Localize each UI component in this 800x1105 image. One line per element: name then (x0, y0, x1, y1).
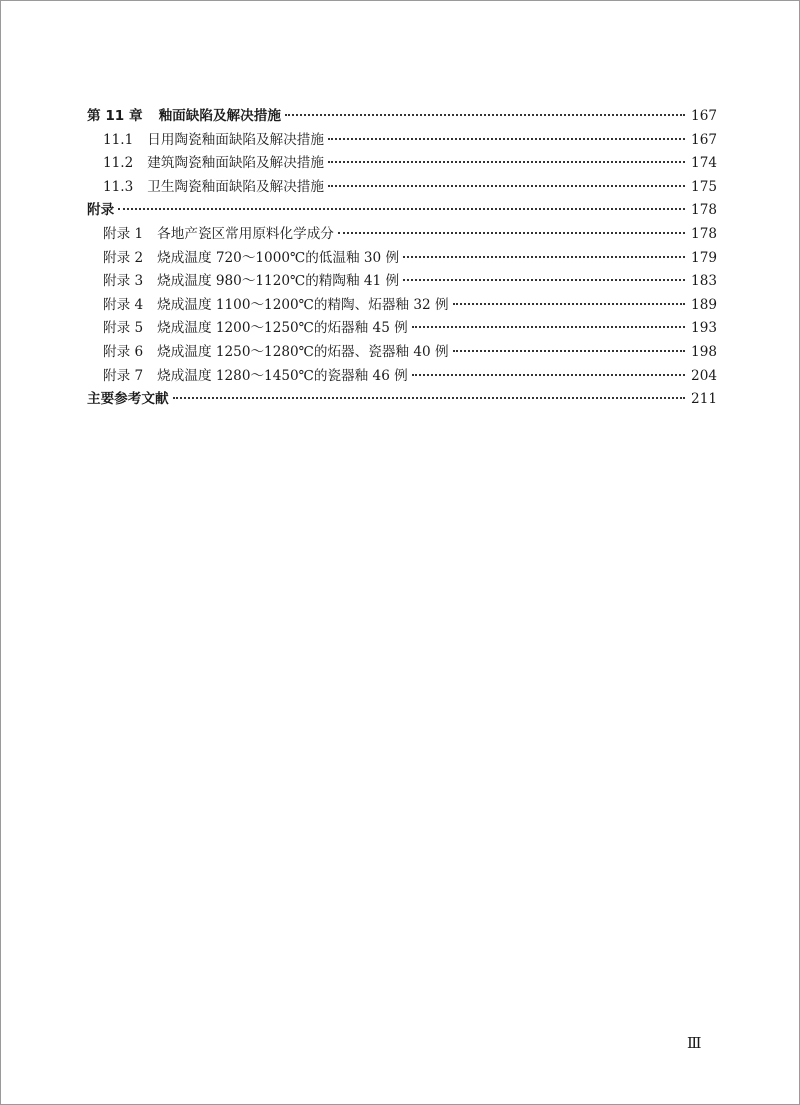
appendix-number: 附录 5 (103, 320, 144, 337)
page-ref: 167 (691, 131, 717, 148)
references-title: 主要参考文献 (87, 391, 169, 408)
section-number: 11.1 (103, 131, 134, 148)
dot-leader (338, 232, 685, 234)
appendix-title: 烧成温度 980～1120℃的精陶釉 41 例 (157, 273, 400, 290)
dot-leader (173, 397, 685, 399)
dot-leader (403, 279, 685, 281)
chapter-title: 釉面缺陷及解决措施 (158, 108, 281, 124)
section-number: 11.2 (103, 155, 134, 172)
page-ref: 211 (691, 391, 717, 408)
appendix-title: 烧成温度 1200～1250℃的炻器釉 45 例 (157, 320, 408, 337)
page-ref: 204 (691, 367, 717, 384)
dot-leader (412, 374, 685, 376)
appendix-title: 烧成温度 1100～1200℃的精陶、炻器釉 32 例 (157, 296, 449, 313)
section-title: 卫生陶瓷釉面缺陷及解决措施 (147, 178, 324, 195)
page-ref: 178 (691, 202, 717, 219)
appendix-number: 附录 6 (103, 343, 144, 360)
appendix-heading-title: 附录 (87, 202, 115, 219)
page-ref: 179 (691, 249, 717, 266)
toc-appendix-4[interactable] (87, 294, 717, 318)
page-ref: 167 (691, 108, 717, 124)
toc-appendix-5[interactable] (87, 317, 717, 341)
page-ref: 175 (691, 178, 717, 195)
appendix-title: 烧成温度 1280～1450℃的瓷器釉 46 例 (157, 367, 408, 384)
appendix-number: 附录 1 (103, 225, 144, 242)
toc-references[interactable] (87, 388, 717, 412)
toc-appendix-6[interactable] (87, 341, 717, 365)
toc-section-11-2[interactable] (87, 152, 717, 176)
page-ref: 193 (691, 320, 717, 337)
page-ref: 178 (691, 225, 717, 242)
appendix-number: 附录 2 (103, 249, 144, 266)
page-ref: 198 (691, 343, 717, 360)
dot-leader (118, 208, 685, 210)
dot-leader (328, 161, 685, 163)
toc-appendix-1[interactable] (87, 223, 717, 247)
page-number: Ⅲ (687, 1034, 702, 1052)
dot-leader (285, 114, 685, 116)
dot-leader (403, 256, 685, 258)
chapter-number: 第 11 章 (87, 108, 143, 124)
appendix-title: 烧成温度 720～1000℃的低温釉 30 例 (157, 249, 400, 266)
dot-leader (328, 185, 685, 187)
section-number: 11.3 (103, 178, 134, 195)
toc-section-11-3[interactable] (87, 176, 717, 200)
toc-chapter-11[interactable] (87, 105, 717, 129)
page-ref: 189 (691, 296, 717, 313)
page-ref: 183 (691, 273, 717, 290)
toc-appendix-heading[interactable] (87, 199, 717, 223)
dot-leader (328, 138, 685, 140)
dot-leader (412, 326, 685, 328)
dot-leader (453, 350, 685, 352)
appendix-title: 各地产瓷区常用原料化学成分 (157, 225, 334, 242)
section-title: 建筑陶瓷釉面缺陷及解决措施 (147, 155, 324, 172)
toc-appendix-7[interactable] (87, 365, 717, 389)
toc-appendix-3[interactable] (87, 270, 717, 294)
toc-section-11-1[interactable] (87, 129, 717, 153)
appendix-number: 附录 4 (103, 296, 144, 313)
section-title: 日用陶瓷釉面缺陷及解决措施 (147, 131, 324, 148)
page-ref: 174 (691, 155, 717, 172)
dot-leader (453, 303, 685, 305)
appendix-number: 附录 3 (103, 273, 144, 290)
appendix-title: 烧成温度 1250～1280℃的炻器、瓷器釉 40 例 (157, 343, 449, 360)
table-of-contents (87, 105, 717, 412)
appendix-number: 附录 7 (103, 367, 144, 384)
toc-appendix-2[interactable] (87, 247, 717, 271)
